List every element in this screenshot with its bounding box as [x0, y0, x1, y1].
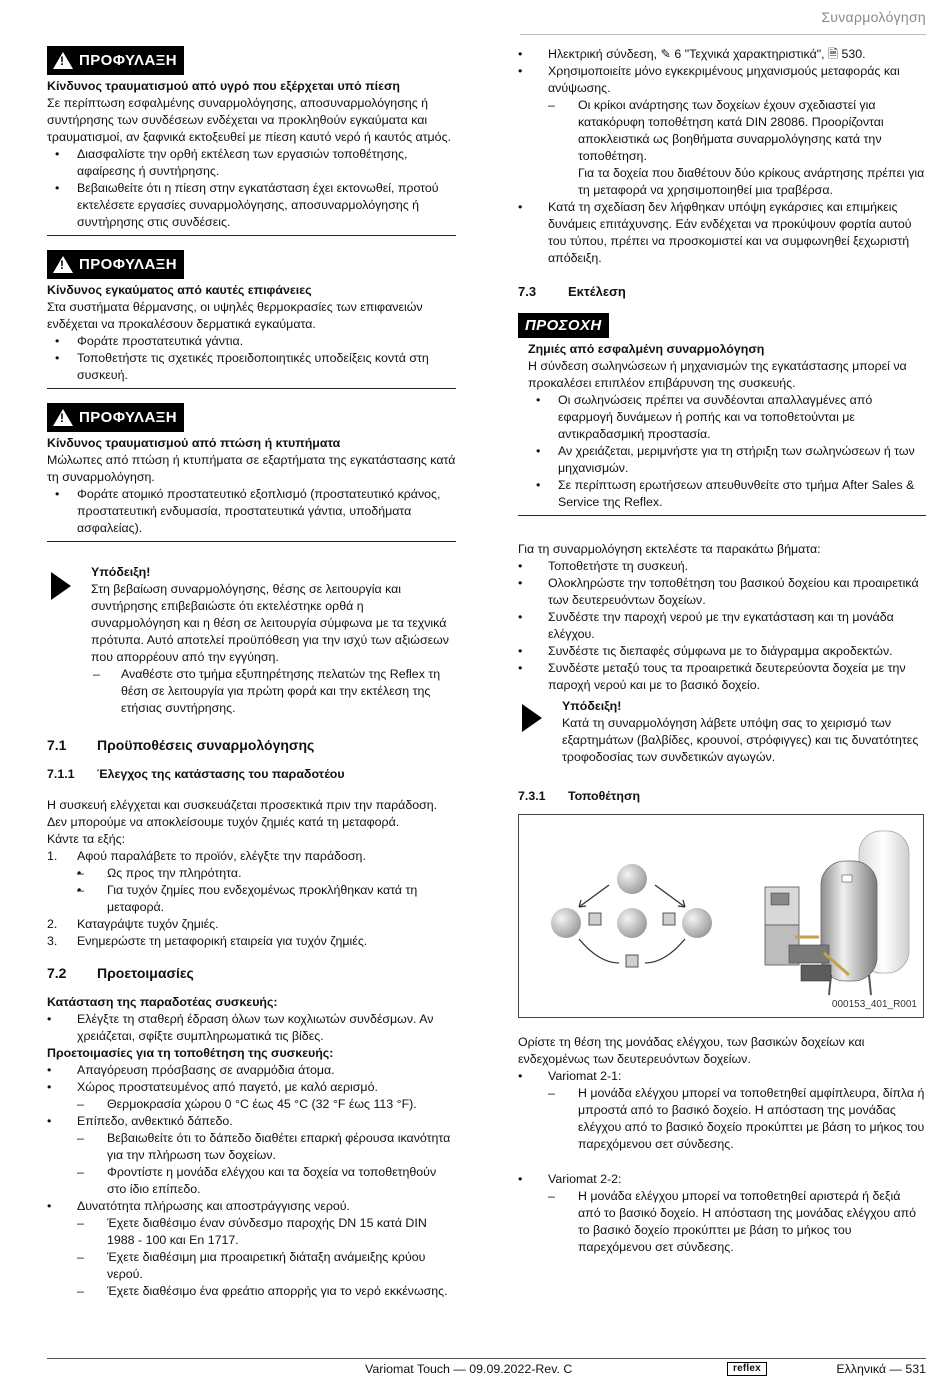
warning-text: Μώλωπες από πτώση ή κτυπήματα σε εξαρτήματα της εγκατάστασης κατά τη συναρμολόγηση.: [47, 453, 456, 484]
installation-figure: [518, 814, 924, 1018]
list-item: • Τοποθετήστε τις σχετικές προειδοποιητικές υποδείξεις κοντά στη συσκευή.: [47, 350, 456, 384]
paragraph: Για τη συναρμολόγηση εκτελέστε τα παρακάτω βήματα:: [518, 542, 821, 556]
left-column: [47, 46, 456, 1300]
list-item: – Αναθέστε στο τμήμα εξυπηρέτησης πελατών της Reflex τη θέση σε λειτουργία για πρώτη φορά και την εκτέλεση της ετήσιας συντήρησης.: [91, 666, 456, 717]
list-item: • Βεβαιωθείτε ότι η πίεση στην εγκατάσταση έχει εκτονωθεί, προτού εκτελέσετε εργασίες συναρμολόγησης, αποσυναρμολόγησης ή συντήρησης στις συνδέσεις.: [47, 180, 456, 231]
hint-box: [518, 698, 926, 766]
warning-text: Σε περίπτωση εσφαλμένης συναρμολόγησης, αποσυναρμολόγησης ή συντήρησης των συνδέσεων ενδέχεται να προκληθούν εγκαύματα και τραυματισμοί, αν ξαφνικά εκτοξευθεί με πίεση καυτό νερό ή καυτός ατμός.: [47, 96, 451, 144]
pump-group: [789, 945, 829, 963]
section-heading: 7.3 Εκτέλεση: [518, 284, 626, 299]
hint-arrow-icon: [51, 572, 71, 600]
list-item: • Χώρος προστατευμένος από παγετό, με καλό αερισμό.: [47, 1079, 456, 1096]
list-item: • Οι σωληνώσεις πρέπει να συνδέονται απαλλαγμένες από εφαρμογή δυνάμεων ή ροπής και να τοποθετούνται με αντικραδασμική προστασία.: [528, 392, 926, 443]
numbered-step: 1. Αφού παραλάβετε το προϊόν, ελέγξτε την παράδοση.: [47, 849, 366, 863]
list-item: • Ολοκληρώστε την τοποθέτηση του βασικού δοχείου και προαιρετικά των δευτερευόντων δοχείων.: [518, 575, 926, 609]
numbered-step: 3. Ενημερώστε τη μεταφορική εταιρεία για τυχόν ζημιές.: [47, 934, 368, 948]
hint-box: [47, 564, 456, 717]
section-heading: 7.2 Προετοιμασίες: [47, 965, 194, 981]
list-item: • Τοποθετήστε τη συσκευή.: [518, 558, 926, 575]
footer-divider: [47, 1358, 926, 1359]
header-divider: [520, 34, 926, 35]
control-unit-top-view: [589, 913, 601, 925]
caution-text: Η σύνδεση σωληνώσεων ή μηχανισμών της εγκατάστασης μπορεί να προκαλέσει επιπλέον επιβάρυνση της συσκευής.: [528, 359, 907, 390]
list-item: • Συνδέστε μεταξύ τους τα προαιρετικά δευτερεύοντα δοχεία με την παροχή νερού και με το βασικό δοχείο.: [518, 660, 926, 694]
warning-box-burns: [47, 250, 456, 389]
subheading: Προετοιμασίες για τη τοποθέτηση της συσκευής:: [47, 1046, 334, 1060]
list-item: • Κατά τη σχεδίαση δεν λήφθηκαν υπόψη εγκάρσιες και επιμήκεις δυνάμεις επιτάχυνσης. Εάν ενδέχεται να προκύψουν φορτία αυτού του τύπου, πρέπει να προσκομιστεί και να συμφωνηθεί ξεχωριστή απόδειξη.: [518, 199, 926, 267]
warning-title: Κίνδυνος τραυματισμού από υγρό που εξέρχεται υπό πίεση: [47, 79, 401, 93]
reflex-logo: reflex: [727, 1362, 767, 1376]
list-item: • Απαγόρευση πρόσβασης σε αναρμόδια άτομα.: [47, 1062, 456, 1079]
list-item: • Επίπεδο, ανθεκτικό δάπεδο.: [47, 1113, 456, 1130]
right-column: [518, 46, 926, 1256]
list-item: • Ηλεκτρική σύνδεση, ✎ 6 "Τεχνικά χαρακτηριστικά", 🗎 530.: [518, 46, 926, 63]
warning-box-pressure: [47, 46, 456, 236]
tank-top-view: [682, 908, 712, 938]
subheading: Κατάσταση της παραδοτέας συσκευής:: [47, 995, 278, 1009]
list-item: • Φοράτε προστατευτικά γάντια.: [47, 333, 456, 350]
control-unit-top-view: [626, 955, 638, 967]
tank-top-view: [551, 908, 581, 938]
list-item: – Οι κρίκοι ανάρτησης των δοχείων έχουν σχεδιαστεί για κατακόρυφη τοποθέτηση κατά DIN 28086. Προορίζονται αποκλειστικά ως βοηθήματα συναρμολόγησης κατά την τοποθέτηση.: [518, 97, 926, 165]
arrow-icon: [579, 885, 609, 907]
list-item: – Η μονάδα ελέγχου μπορεί να τοποθετηθεί αμφίπλευρα, δίπλα ή μπροστά από το βασικό δοχείο. Η απόσταση της μονάδας ελέγχου από το βασικό δοχείο προκύπτει με βάση το μήκος του παρεχόμενου σετ σύνδεσης.: [518, 1085, 926, 1153]
hint-title: Υπόδειξη!: [91, 565, 151, 579]
list-item: • Variomat 2-2:: [518, 1171, 926, 1188]
subsection-heading: 7.1.1 Έλεγχος της κατάστασης του παραδοτέου: [47, 767, 345, 781]
warning-label: ! ΠΡΟΦΥΛΑΞΗ: [47, 46, 184, 75]
paragraph: Ορίστε τη θέση της μονάδας ελέγχου, των βασικών δοχείων και ενδεχομένως των δευτερευόντων δοχείων.: [518, 1035, 865, 1066]
figure-code: 000153_401_R001: [831, 999, 917, 1010]
list-item: • Δυνατότητα πλήρωσης και αποστράγγισης νερού.: [47, 1198, 456, 1215]
subsection-heading: 7.3.1 Τοποθέτηση: [518, 789, 641, 803]
warning-box-falls: [47, 403, 456, 542]
paragraph: Κάντε τα εξής:: [47, 832, 126, 846]
list-item: – • Για τυχόν ζημίες που ενδεχομένως προκλήθηκαν κατά τη μεταφορά.: [47, 882, 456, 916]
list-item: • Σε περίπτωση ερωτήσεων απευθυνθείτε στο τμήμα After Sales & Service της Reflex.: [528, 477, 926, 511]
warning-title: Κίνδυνος τραυματισμού από πτώση ή κτυπήματα: [47, 436, 341, 450]
hint-text: Κατά τη συναρμολόγηση λάβετε υπόψη σας το χειρισμό των εξαρτημάτων (βαλβίδες, κρουνοί, στρόφιγγες) και τις δυνατότητες τροφοδοσίας των συνδετικών αγωγών.: [562, 716, 919, 764]
list-item: • Ελέγξτε τη σταθερή έδραση όλων των κοχλιωτών συνδέσμων. Αν χρειάζεται, σφίξτε συμπληρωματικά τις βίδες.: [47, 1011, 456, 1045]
warning-title: Κίνδυνος εγκαύματος από καυτές επιφάνειες: [47, 283, 312, 297]
list-item: – • Ως προς την πληρότητα.: [47, 865, 456, 882]
list-item: • Φοράτε ατομικό προστατευτικό εξοπλισμό (προστατευτικό κράνος, προστατευτική ενδυμασία, προστατευτικά γάντια, υποδήματα ασφαλείας).: [47, 486, 456, 537]
caution-label: ΠΡΟΣΟΧΗ: [518, 313, 609, 338]
list-item: – Έχετε διαθέσιμο έναν σύνδεσμο παροχής DN 15 κατά DIN 1988 - 100 και En 1717.: [47, 1215, 456, 1249]
running-header: Συναρμολόγηση: [821, 9, 926, 25]
paragraph: Η συσκευή ελέγχεται και συσκευάζεται προσεκτικά πριν την παράδοση. Δεν μπορούμε να αποκλείσουμε τυχόν ζημιές κατά τη μεταφορά.: [47, 798, 438, 829]
list-item: – Έχετε διαθέσιμη μια προαιρετική διάταξη ανάμειξης κρύου νερού.: [47, 1249, 456, 1283]
paragraph: Για τα δοχεία που διαθέτουν δύο κρίκους ανάρτησης πρέπει για τη μεταφορά να χρησιμοποιηθεί μια τραβέρσα.: [578, 166, 925, 197]
tank-top-view: [617, 864, 647, 894]
control-unit-top-view: [663, 913, 675, 925]
arrow-icon: [655, 885, 685, 907]
warning-triangle-icon: [53, 409, 73, 426]
list-item: – Έχετε διαθέσιμο ένα φρεάτιο απορρής για το νερό εκκένωσης.: [47, 1283, 456, 1300]
list-item: – Η μονάδα ελέγχου μπορεί να τοποθετηθεί αριστερά ή δεξιά από το βασικό δοχείο. Η απόσταση της μονάδας ελέγχου από το βασικό δοχείο προκύπτει με βάση το μήκος του παρεχόμενου σετ σύνδεσης.: [518, 1188, 926, 1256]
list-item: • Συνδέστε τις διεπαφές σύμφωνα με το διάγραμμα ακροδεκτών.: [518, 643, 926, 660]
list-item: • Αν χρειάζεται, μεριμνήστε για τη στήριξη των σωληνώσεων ή των μηχανισμών.: [528, 443, 926, 477]
list-item: – Βεβαιωθείτε ότι το δάπεδο διαθέτει επαρκή φέρουσα ικανότητα για την πλήρωση των δοχείων.: [47, 1130, 456, 1164]
installation-illustration: [519, 815, 925, 1019]
tank-top-view: [617, 908, 647, 938]
warning-text: Στα συστήματα θέρμανσης, οι υψηλές θερμοκρασίες των επιφανειών ενδέχεται να προκαλέσουν δερματικά εγκαύματα.: [47, 300, 423, 331]
warning-triangle-icon: [53, 256, 73, 273]
hint-text: Στη βεβαίωση συναρμολόγησης, θέσης σε λειτουργία και συντήρησης επιβεβαιώστε ότι εκτελέστηκε ορθά η συναρμολόγηση και η θέση σε λειτουργία σύμφωνα με τα τεχνικά πρότυπα. Αυτό αποτελεί προϋπόθεση για την ισχύ των αξιώσεων που απορρέουν από την εγγύηση.: [91, 582, 449, 664]
footer-document-id: Variomat Touch — 09.09.2022-Rev. C: [365, 1362, 573, 1376]
arrow-icon: [579, 939, 619, 963]
warning-label: ! ΠΡΟΦΥΛΑΞΗ: [47, 250, 184, 279]
list-item: – Φροντίστε η μονάδα ελέγχου και τα δοχεία να τοποθετηθούν στο ίδιο επίπεδο.: [47, 1164, 456, 1198]
hint-title: Υπόδειξη!: [562, 699, 622, 713]
arrow-icon: [645, 939, 685, 963]
list-item: • Χρησιμοποιείτε μόνο εγκεκριμένους μηχανισμούς μεταφοράς και ανύψωσης.: [518, 63, 926, 97]
hint-arrow-icon: [522, 704, 542, 732]
numbered-step: 2. Καταγράψτε τυχόν ζημιές.: [47, 917, 219, 931]
control-unit: [765, 887, 799, 925]
list-item: • Διασφαλίστε την ορθή εκτέλεση των εργασιών τοποθέτησης, αφαίρεσης ή συντήρησης.: [47, 146, 456, 180]
list-item: • Συνδέστε την παροχή νερού με την εγκατάσταση και τη μονάδα ελέγχου.: [518, 609, 926, 643]
warning-label: ! ΠΡΟΦΥΛΑΞΗ: [47, 403, 184, 432]
caution-box: [518, 312, 926, 516]
warning-triangle-icon: [53, 52, 73, 69]
page-number: Ελληνικά — 531: [836, 1362, 926, 1376]
section-heading: 7.1 Προϋποθέσεις συναρμολόγησης: [47, 737, 315, 753]
caution-title: Ζημιές από εσφαλμένη συναρμολόγηση: [528, 342, 765, 356]
list-item: • Variomat 2-1:: [518, 1068, 926, 1085]
list-item: – Θερμοκρασία χώρου 0 °C έως 45 °C (32 °F έως 113 °F).: [47, 1096, 456, 1113]
